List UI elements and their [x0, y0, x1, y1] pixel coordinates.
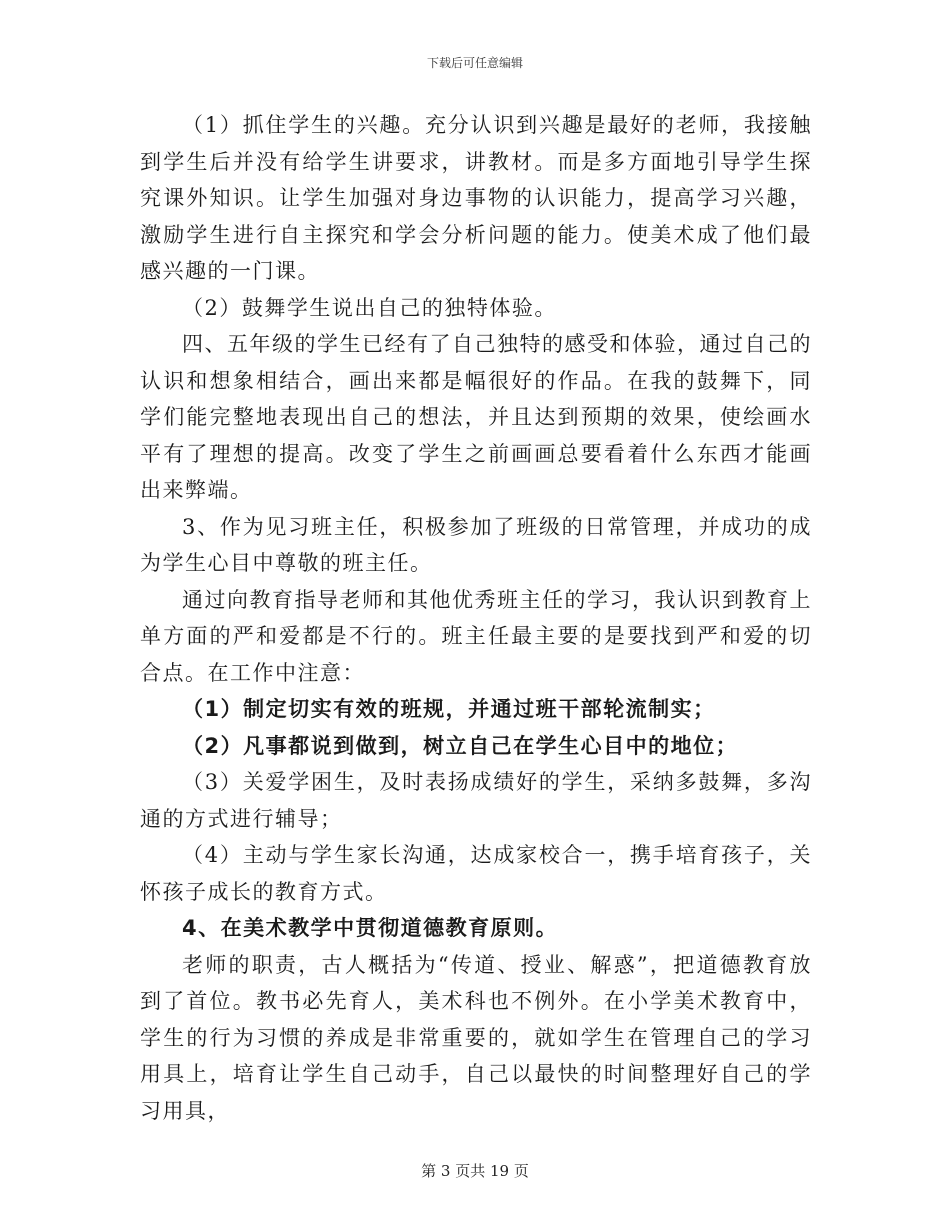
page-header: 下载后可任意编辑	[426, 56, 523, 70]
paragraph: （3）关爱学困生，及时表扬成绩好的学生，采纳多鼓舞，多沟通的方式进行辅导；	[140, 770, 812, 831]
document-body	[140, 107, 812, 1129]
bold-paragraph: （2）凡事都说到做到，树立自己在学生心目中的地位；	[182, 733, 739, 758]
paragraph: （1）抓住学生的兴趣。充分认识到兴趣是最好的老师，我接触到学生后并没有给学生讲要求，讲教材。而是多方面地引导学生探究课外知识。让学生加强对身边事物的认识能力，提高学习兴趣，激励学生进行自主探究和学会分析问题的能力。使美术成了他们最感兴趣的一门课。	[140, 113, 812, 283]
paragraph: （4）主动与学生家长沟通，达成家校合一，携手培育孩子，关怀孩子成长的教育方式。	[140, 843, 812, 904]
paragraph: 3、作为见习班主任，积极参加了班级的日常管理，并成功的成为学生心目中尊敬的班主任。	[140, 514, 812, 575]
bold-paragraph: （1）制定切实有效的班规，并通过班干部轮流制实；	[182, 697, 716, 721]
paragraph: （2）鼓舞学生说出自己的独特体验。	[182, 295, 557, 320]
paragraph: 通过向教育指导老师和其他优秀班主任的学习，我认识到教育上单方面的严和爱都是不行的。班主任最主要的是要找到严和爱的切合点。在工作中注意：	[140, 587, 812, 685]
section-heading: 4、在美术教学中贯彻道德教育原则。	[182, 916, 559, 940]
page-footer: 第 3 页共 19 页	[421, 1162, 529, 1180]
paragraph: 四、五年级的学生已经有了自己独特的感受和体验，通过自己的认识和想象相结合，画出来都是幅很好的作品。在我的鼓舞下，同学们能完整地表现出自己的想法，并且达到预期的效果，使绘画水平有了理想的提高。改变了学生之前画画总要看着什么东西才能画出来弊端。	[140, 332, 812, 502]
paragraph: 老师的职责，古人概括为“传道、授业、解惑”，把道德教育放到了首位。教书必先育人，美术科也不例外。在小学美术教育中，学生的行为习惯的养成是非常重要的，就如学生在管理自己的学习用具上，培育让学生自己动手，自己以最快的时间整理好自己的学习用具，	[140, 952, 812, 1123]
